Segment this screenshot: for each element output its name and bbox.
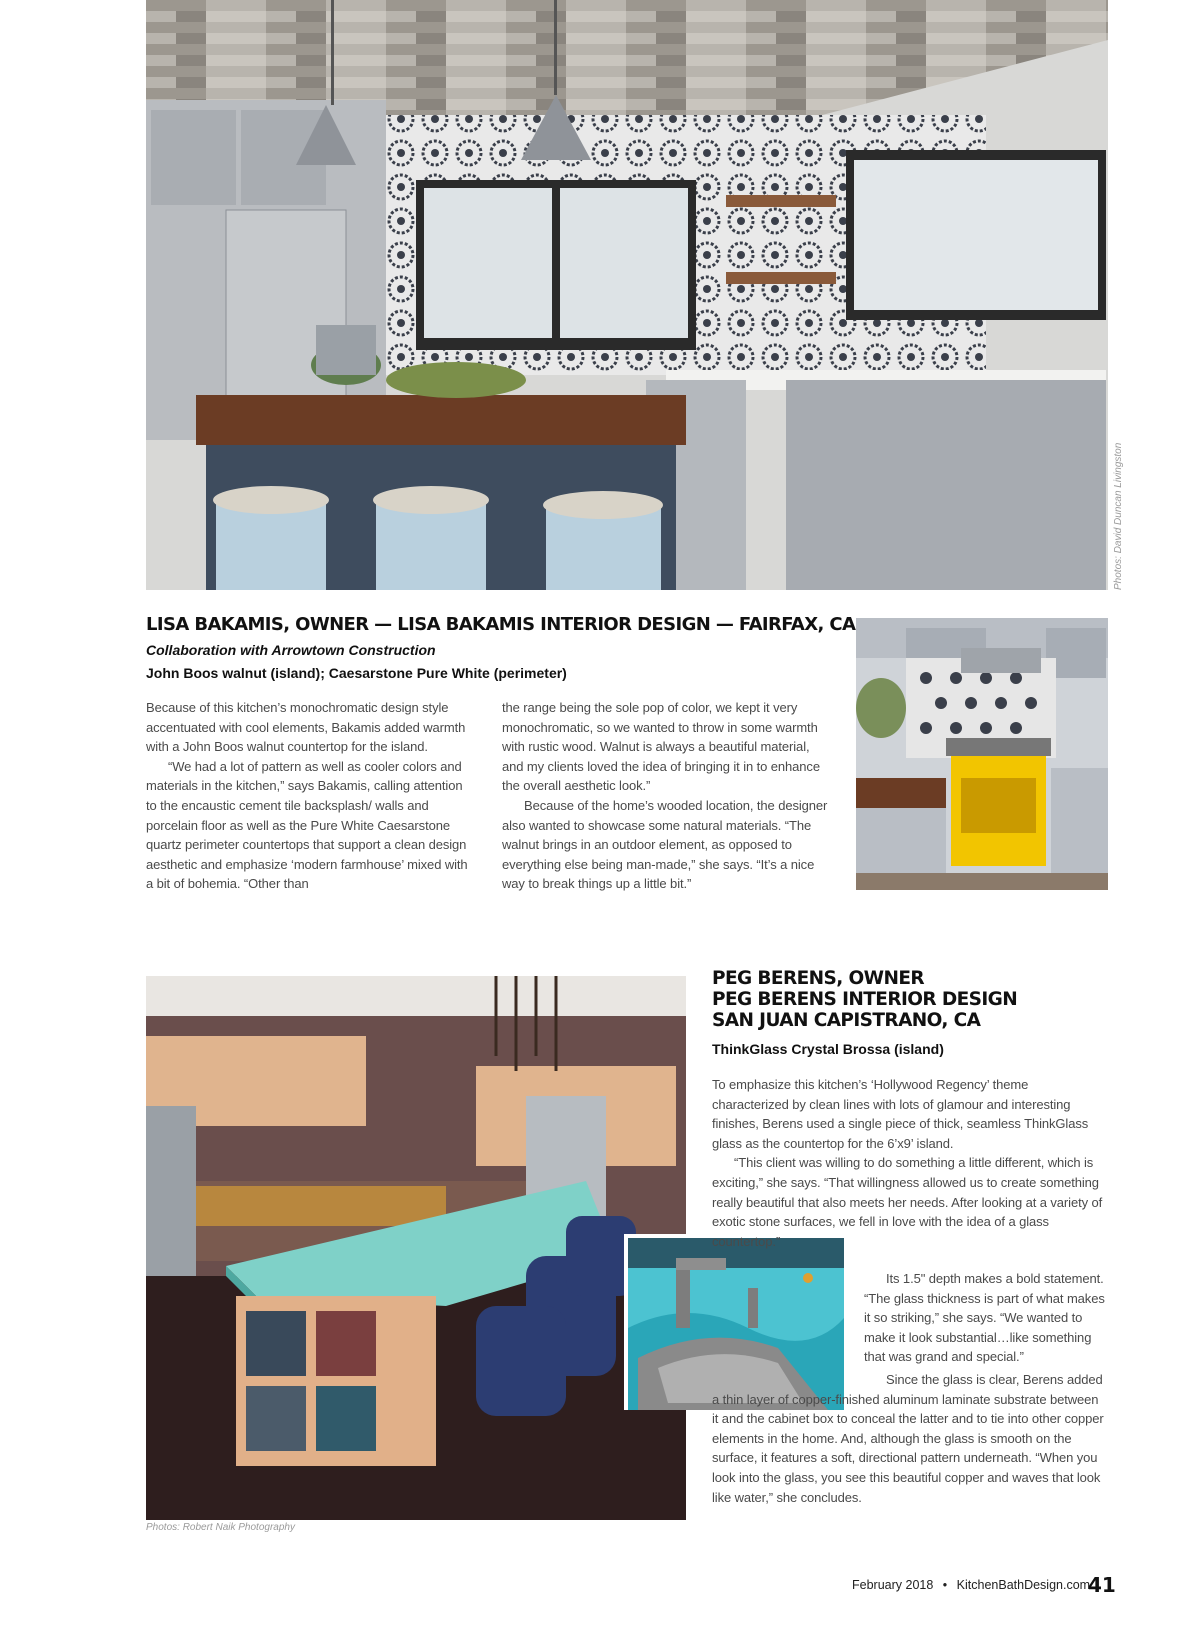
bakamis-paragraph: the range being the sole pop of color, we kept it very monochromatic, so we wanted to throw in some warmth with rustic wood. Walnut is always a beautiful material, and my clients loved the idea of bringing it in to enhance the overall aesthetic look.” <box>502 700 820 794</box>
berens-full-width-text <box>712 1075 1108 1251</box>
berens-heading <box>712 968 1017 1031</box>
berens-last-text <box>712 1370 1108 1507</box>
berens-photo-credit: Photos: Robert Naik Photography <box>146 1522 295 1533</box>
berens-heading-line: PEG BERENS INTERIOR DESIGN <box>712 989 1018 1010</box>
top-kitchen-photo <box>146 0 1108 590</box>
footer-website: KitchenBathDesign.com <box>956 1578 1091 1592</box>
page-footer <box>852 1578 1090 1592</box>
bakamis-column-1 <box>146 698 476 894</box>
bakamis-paragraph: “We had a lot of pattern as well as cooler colors and materials in the kitchen,” says Bakamis, calling attention to the encaustic cement tile backsplash/ walls and porcelain floor as well as the Pure White Caesarstone quartz perimeter countertops that support a clean design aesthetic and emphasize ‘modern farmhouse’ mixed with a bit of bohemia. “Other than <box>146 758 468 892</box>
berens-paragraph: Since the glass is clear, Berens added a thin layer of copper-finished aluminum laminate substrate between it and the cabinet box to conceal the latter and to tie into other copper elements in the home. And, although the glass is smooth on the surface, it features a soft, directional pattern underneath. “When you look into the glass, you see this beautiful copper and waves that look like water,” she concludes. <box>712 1372 1104 1505</box>
glass-island-photo <box>146 976 686 1520</box>
bakamis-collab: Collaboration with Arrowtown Construction <box>146 642 436 658</box>
range-photo <box>856 618 1108 890</box>
footer-date: February 2018 <box>852 1578 934 1592</box>
bakamis-paragraph: Because of this kitchen’s monochromatic design style accentuated with cool elements, Bakamis added warmth with a John Boos walnut countertop for the island. <box>146 700 466 755</box>
bakamis-column-2 <box>502 698 832 894</box>
page-number: 41 <box>1088 1573 1116 1597</box>
berens-heading-line: PEG BERENS, OWNER <box>712 968 925 989</box>
bakamis-heading: LISA BAKAMIS, OWNER — LISA BAKAMIS INTERIOR DESIGN — FAIRFAX, CA <box>146 614 856 635</box>
berens-heading-line: SAN JUAN CAPISTRANO, CA <box>712 1010 981 1031</box>
berens-paragraph: Its 1.5" depth makes a bold statement. “The glass thickness is part of what makes it so striking,” she says. “We wanted to make it look substantial…like something that was grand and special.” <box>864 1271 1105 1365</box>
berens-paragraph: To emphasize this kitchen’s ‘Hollywood Regency’ theme characterized by clean lines with lots of glamour and interesting finishes, Berens used a single piece of thick, seamless ThinkGlass glass as the countertop for the 6’x9’ island. <box>712 1077 1089 1151</box>
berens-materials: ThinkGlass Crystal Brossa (island) <box>712 1041 944 1057</box>
berens-narrow-text <box>864 1269 1108 1367</box>
top-photo-credit: Photos: David Duncan Livingston <box>1113 442 1124 590</box>
footer-bullet: • <box>942 1578 948 1592</box>
berens-paragraph: “This client was willing to do something a little different, which is exciting,” she says. “That willingness allowed us to create something really beautiful that also meets her needs. After looking at a variety of exotic stone surfaces, we fell in love with the idea of a glass countertop.” <box>712 1155 1103 1249</box>
bakamis-materials: John Boos walnut (island); Caesarstone Pure White (perimeter) <box>146 665 567 681</box>
bakamis-paragraph: Because of the home’s wooded location, the designer also wanted to showcase some natural materials. “The walnut brings in an outdoor element, as opposed to everything else being man-made,” she says. “It’s a nice way to break things up a little bit.” <box>502 797 828 892</box>
